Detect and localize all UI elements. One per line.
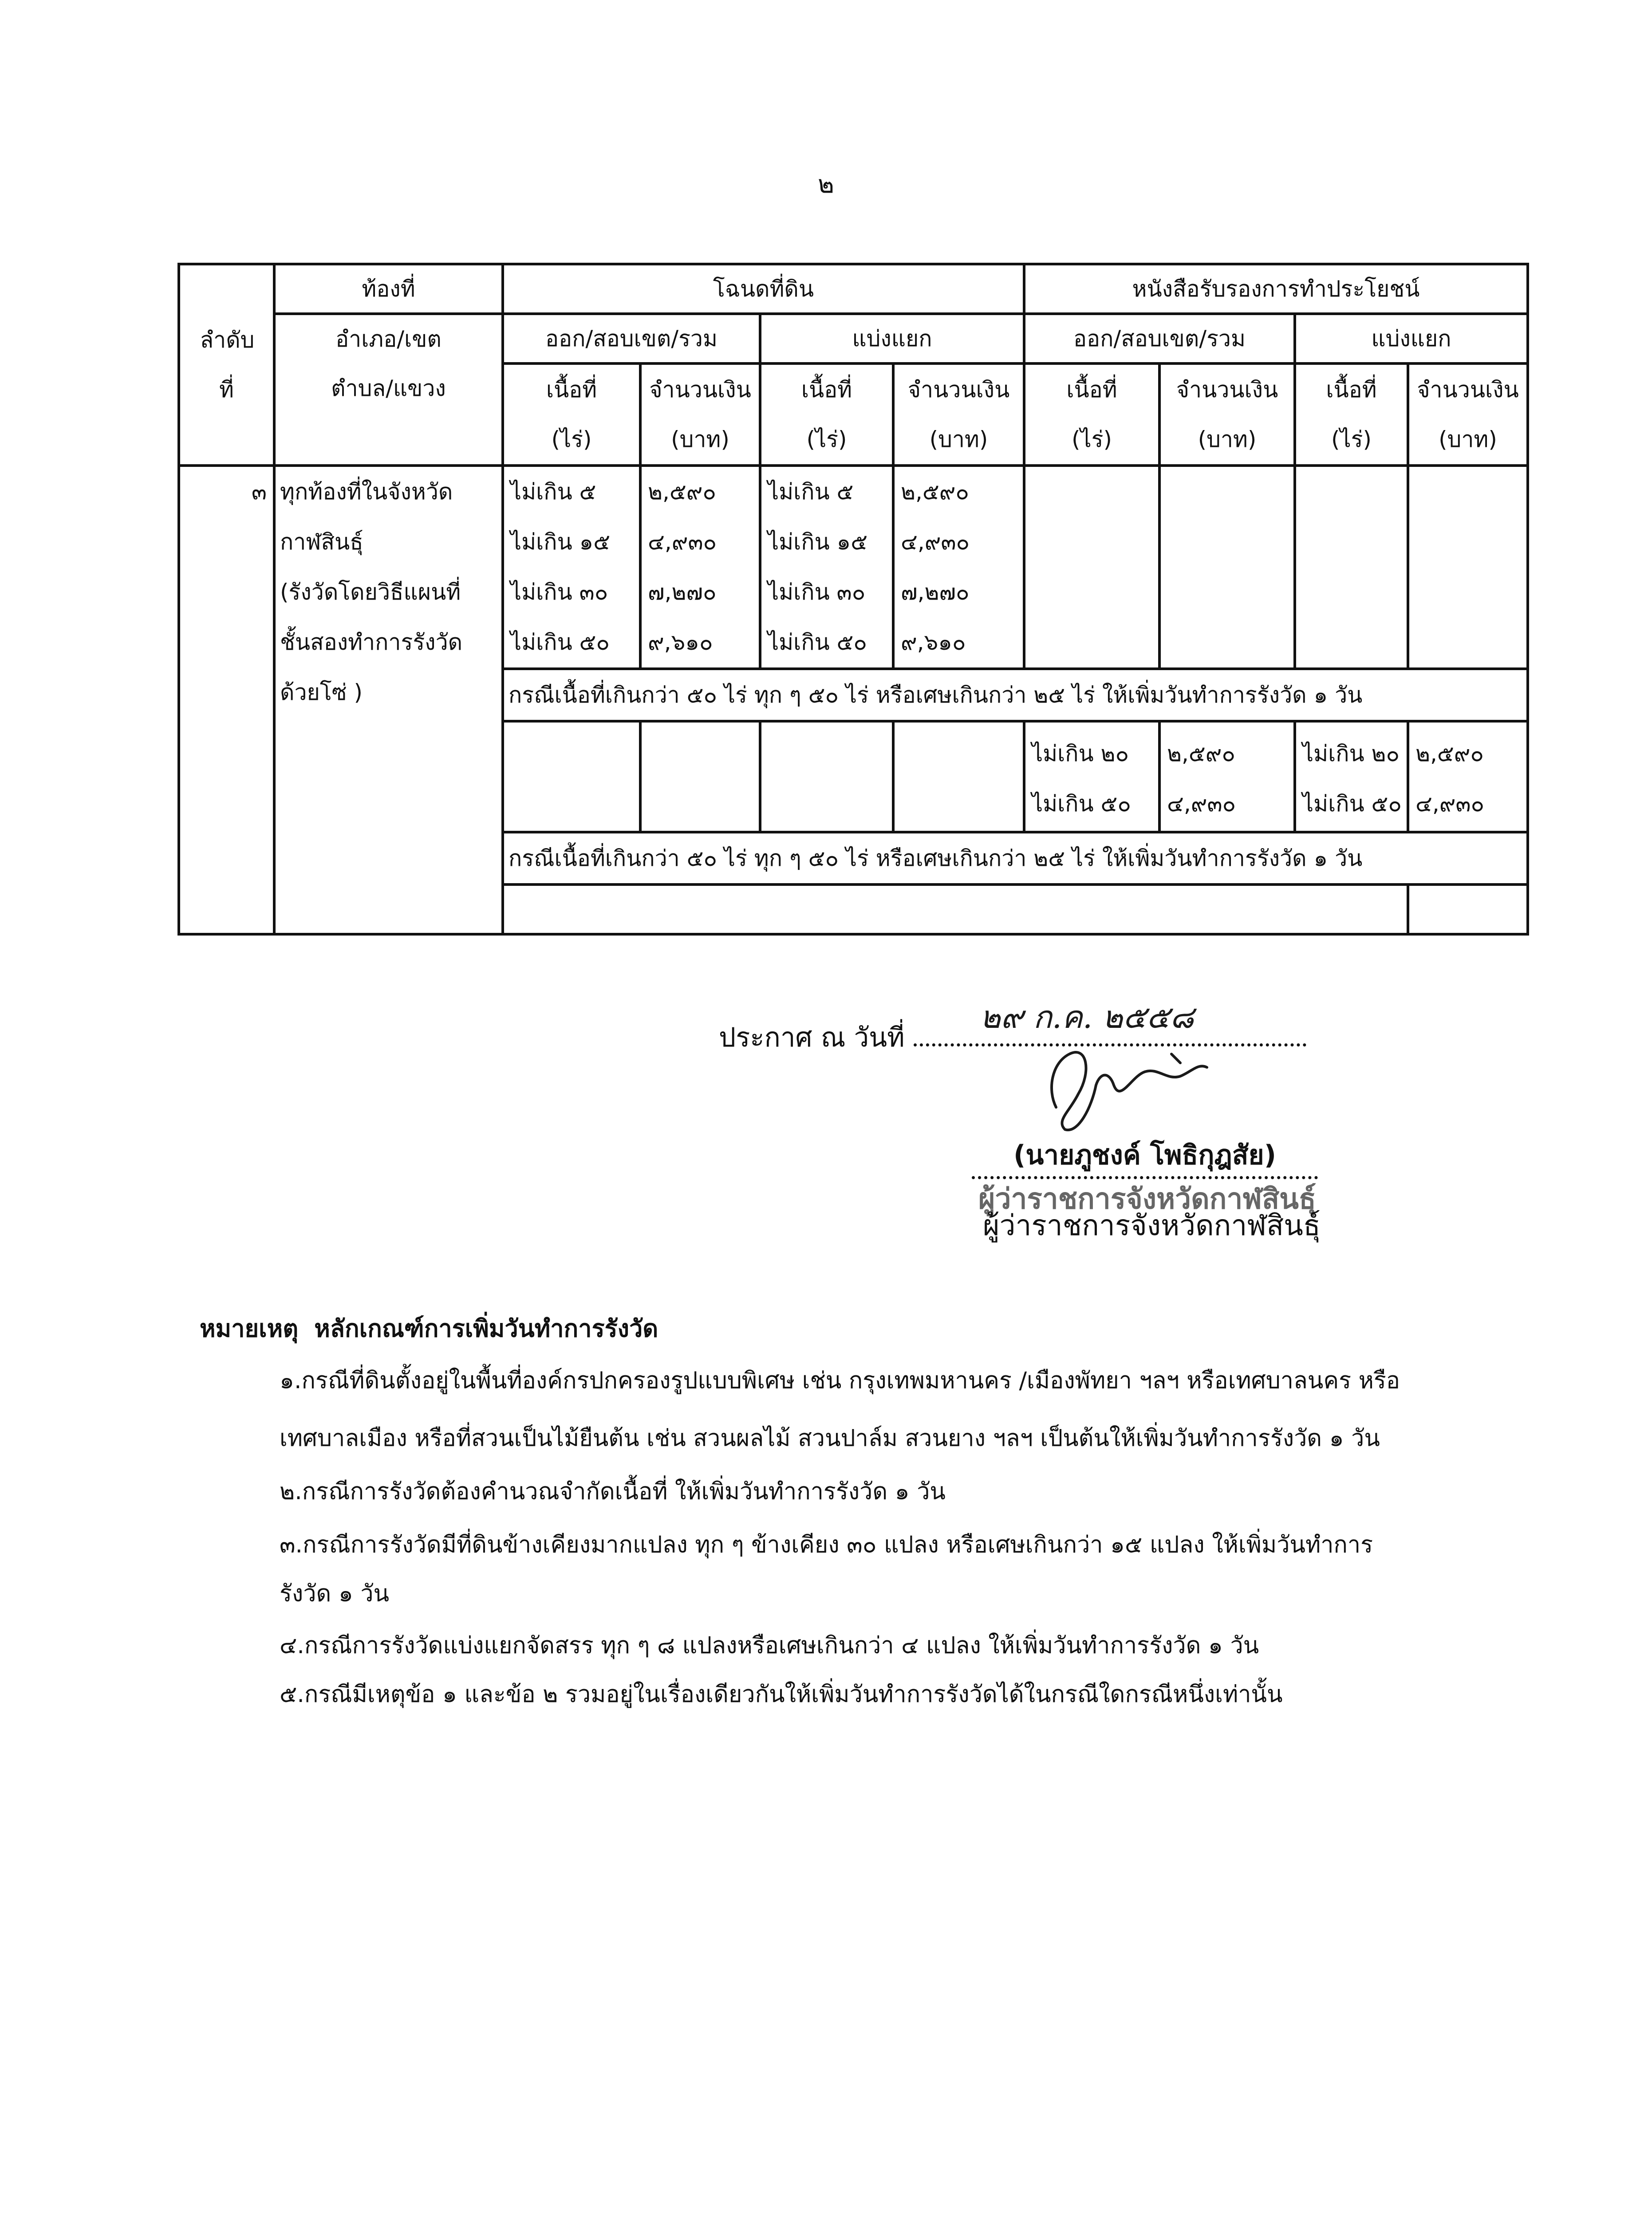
remark-2: ๒.กรณีการรังวัดต้องคำนวณจำกัดเนื้อที่ ให้เพิ่มวันทำการรังวัด ๑ วัน <box>280 1478 946 1505</box>
deed-issue-area-empty <box>503 721 640 832</box>
blank-row-main <box>503 884 1408 934</box>
locality-header-3: ตำบล/แขวง <box>274 363 503 466</box>
deed-split-area-empty <box>760 721 893 832</box>
locality-header-1: ท้องที่ <box>274 264 503 314</box>
cert-issue-area-empty <box>1024 466 1159 669</box>
deed-split-area-cell: ไม่เกิน ๕ ไม่เกิน ๑๕ ไม่เกิน ๓๐ ไม่เกิน ๕๐ <box>760 466 893 669</box>
remark-3a: ๓.กรณีการรังวัดมีที่ดินข้างเคียงมากแปลง ทุก ๆ ข้างเคียง ๓๐ แปลง หรือเศษเกินกว่า ๑๕ แปลง ให้เพิ่มวันทำการ <box>280 1532 1373 1558</box>
deed-note: กรณีเนื้อที่เกินกว่า ๕๐ ไร่ ทุก ๆ ๕๐ ไร่ หรือเศษเกินกว่า ๒๕ ไร่ ให้เพิ่มวันทำการรังวัด ๑ วัน <box>503 669 1528 721</box>
handwritten-date: ๒๙ ก.ค. ๒๕๕๘ <box>980 999 1194 1035</box>
cert-issue-area-header: เนื้อที่ (ไร่) <box>1024 363 1159 466</box>
page-number: ๒ <box>818 170 834 199</box>
cert-header: หนังสือรับรองการทำประโยชน์ <box>1024 264 1528 314</box>
locality-header-2: อำเภอ/เขต <box>274 314 503 363</box>
cert-issue-amount-empty <box>1159 466 1295 669</box>
fee-table <box>177 263 1529 936</box>
remark-3b: รังวัด ๑ วัน <box>280 1580 390 1607</box>
deed-issue-area-cell: ไม่เกิน ๕ ไม่เกิน ๑๕ ไม่เกิน ๓๐ ไม่เกิน ๕๐ <box>503 466 640 669</box>
remarks-title: หลักเกณฑ์การเพิ่มวันทำการรังวัด <box>314 1315 658 1342</box>
remark-1a: ๑.กรณีที่ดินตั้งอยู่ในพื้นที่องค์กรปกครองรูปแบบพิเศษ เช่น กรุงเทพมหานคร /เมืองพัทยา ฯลฯ หรือเทศบาลนคร หรือ <box>280 1367 1400 1394</box>
cert-split-amount-cell: ๒,๕๙๐ ๔,๙๓๐ <box>1408 721 1528 832</box>
cert-split-area-cell: ไม่เกิน ๒๐ ไม่เกิน ๕๐ <box>1295 721 1408 832</box>
title-deed-header: โฉนดที่ดิน <box>503 264 1024 314</box>
deed-split-amount-cell: ๒,๕๙๐ ๔,๙๓๐ ๗,๒๗๐ ๙,๖๑๐ <box>893 466 1024 669</box>
cert-split-amount-empty <box>1408 466 1528 669</box>
locality-cell: ทุกท้องที่ในจังหวัด กาฬสินธุ์ (รังวัดโดยวิธีแผนที่ ชั้นสองทำการรังวัด ด้วยโซ่ ) <box>274 466 503 934</box>
cert-split-area-empty <box>1295 466 1408 669</box>
signature-image <box>1038 1045 1242 1134</box>
signer-name-line <box>972 1134 1318 1179</box>
signer-title: ผู้ว่าราชการจังหวัดกาฬสินธุ์ <box>983 1209 1321 1242</box>
cert-split-area-header: เนื้อที่ (ไร่) <box>1295 363 1408 466</box>
signer-title-stamp: ผู้ว่าราชการจังหวัดกาฬสินธุ์ <box>978 1183 1316 1216</box>
cert-note: กรณีเนื้อที่เกินกว่า ๕๐ ไร่ ทุก ๆ ๕๐ ไร่ หรือเศษเกินกว่า ๒๕ ไร่ ให้เพิ่มวันทำการรังวัด ๑ วัน <box>503 832 1528 884</box>
announce-date-field <box>914 999 1306 1046</box>
cert-issue-amount-cell: ๒,๕๙๐ ๔,๙๓๐ <box>1159 721 1295 832</box>
announce-label: ประกาศ ณ วันที่ <box>719 1022 905 1053</box>
row-index: ๓ <box>179 466 274 934</box>
cert-issue-header: ออก/สอบเขต/รวม <box>1024 314 1295 363</box>
remark-1b: เทศบาลเมือง หรือที่สวนเป็นไม้ยืนต้น เช่น สวนผลไม้ สวนปาล์ม สวนยาง ฯลฯ เป็นต้นให้เพิ่มวันทำการรังวัด ๑ วัน <box>280 1425 1380 1452</box>
cert-split-amount-header: จำนวนเงิน (บาท) <box>1408 363 1528 466</box>
remark-5: ๕.กรณีมีเหตุข้อ ๑ และข้อ ๒ รวมอยู่ในเรื่องเดียวกันให้เพิ่มวันทำการรังวัดได้ในกรณีใดกรณีหนึ่งเท่านั้น <box>280 1681 1283 1708</box>
deed-split-amount-header: จำนวนเงิน (บาท) <box>893 363 1024 466</box>
deed-split-header: แบ่งแยก <box>760 314 1024 363</box>
deed-issue-amount-header: จำนวนเงิน (บาท) <box>640 363 760 466</box>
seq-header: ลำดับ ที่ <box>179 264 274 466</box>
remark-4: ๔.กรณีการรังวัดแบ่งแยกจัดสรร ทุก ๆ ๘ แปลงหรือเศษเกินกว่า ๔ แปลง ให้เพิ่มวันทำการรังวัด ๑ วัน <box>280 1632 1259 1659</box>
cert-split-header: แบ่งแยก <box>1295 314 1528 363</box>
signer-name: (นายภูชงค์ โพธิกุฎสัย) <box>972 1134 1318 1179</box>
cert-issue-area-cell: ไม่เกิน ๒๐ ไม่เกิน ๕๐ <box>1024 721 1159 832</box>
deed-split-amount-empty <box>893 721 1024 832</box>
cert-issue-amount-header: จำนวนเงิน (บาท) <box>1159 363 1295 466</box>
deed-issue-amount-cell: ๒,๕๙๐ ๔,๙๓๐ ๗,๒๗๐ ๙,๖๑๐ <box>640 466 760 669</box>
deed-issue-amount-empty <box>640 721 760 832</box>
deed-issue-area-header: เนื้อที่ (ไร่) <box>503 363 640 466</box>
deed-split-area-header: เนื้อที่ (ไร่) <box>760 363 893 466</box>
remarks-label: หมายเหตุ <box>200 1315 299 1342</box>
remarks-heading <box>200 1309 674 1347</box>
blank-row-last <box>1408 884 1528 934</box>
deed-issue-header: ออก/สอบเขต/รวม <box>503 314 760 363</box>
